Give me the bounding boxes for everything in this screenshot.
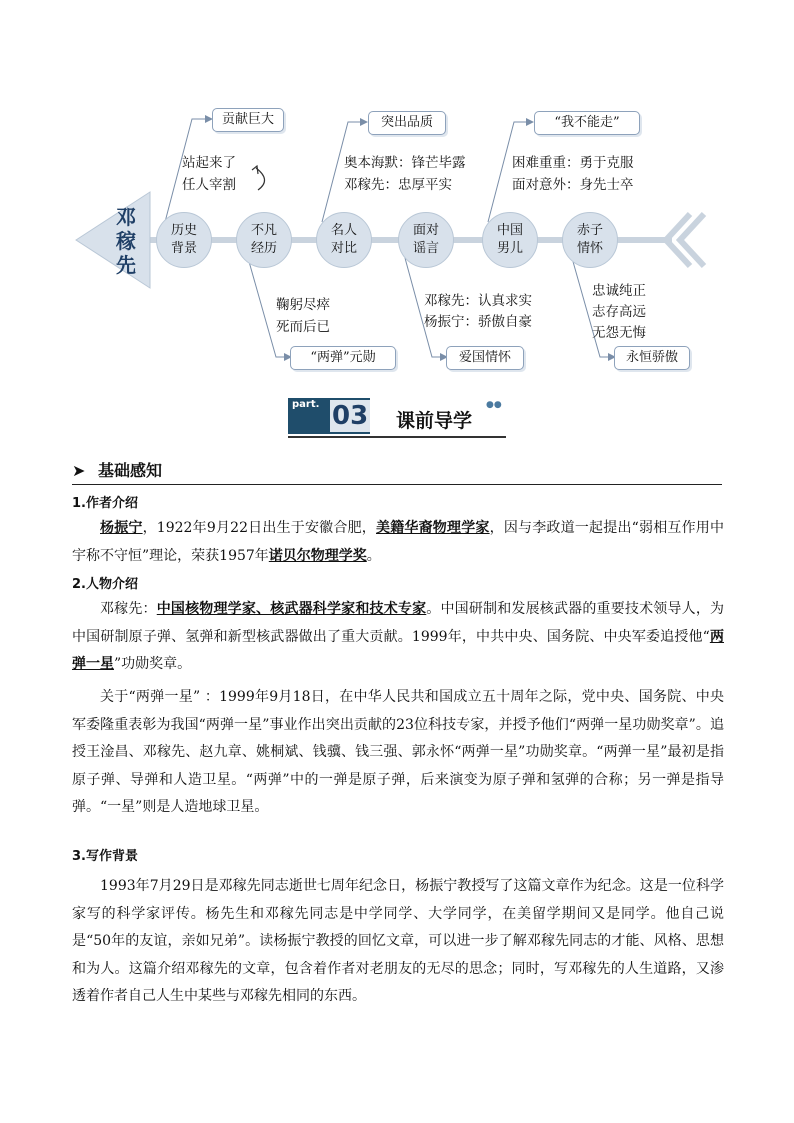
node-line: 谣言 [412,241,439,256]
text-run: ”功勋奖章。 [114,656,192,672]
node-chinese-man [482,212,538,268]
note-text: 邓稼先：忠厚平实 [344,177,452,193]
tag-outstanding-quality: 突出品质 [368,111,446,135]
node-line: 情怀 [576,241,603,256]
text-run: ，1922年9月22日出生于安徽合肥， [142,520,376,536]
section-title: 基础感知 [98,461,163,480]
node-history-background [156,212,212,268]
tag-contribution: 贡献巨大 [212,108,284,132]
note-text: 面对意外：身先士卒 [512,177,634,193]
paragraph-person [72,596,724,679]
note-text: 任人宰割 [182,177,236,193]
underlined-term: 中国核物理学家、核武器科学家和技术专家 [156,601,427,617]
paragraph-two-bombs-one-satellite: 关于“两弹一星” ：1999年9月18日，在中华人民共和国成立五十周年之际，党中央、国务院、中央军委隆重表彰为我国“两弹一星”事业作出突出贡献的23位科技专家，并授予他们“两弹一星功勋奖章”。追授王淦昌、邓稼先、赵九章、姚桐斌、钱骥、钱三强、郭永怀“两弹一星”功勋奖章。“两弹一星”最初是指原子弹、导弹和人造卫星。“两弹”中的一弹是原子弹，后来演变为原子弹和氢弹的合称；另一弹是指导弹。“一星”则是人造地球卫星。 [72,689,724,815]
node-line: 对比 [330,241,357,256]
tag-two-bombs-hero: “两弹”元勋 [290,346,396,370]
tag-eternal-pride: 永恒骄傲 [614,346,690,370]
note-text: 奥本海默：锋芒毕露 [344,155,466,171]
arrow-bullet-icon: ➤ [72,461,86,480]
note-text: 鞠躬尽瘁 [276,297,330,313]
fish-head-label: 邓稼先 [116,205,136,277]
note-text: 忠诚纯正 [592,283,646,299]
note-text: 站起来了 [182,155,236,171]
subheading-person: 2.人物介绍 [72,577,138,592]
part-word: part. [292,399,320,410]
part-title: 课前导学 [396,410,473,432]
underlined-term: 杨振宁 [100,520,143,536]
underlined-term: 美籍华裔物理学家 [376,520,490,536]
paragraph-author [72,515,724,570]
node-line: 不凡 [250,223,277,238]
note-text: 无怨无悔 [592,325,646,341]
section-heading [72,458,722,485]
tag-i-cannot-leave: “我不能走” [534,111,640,135]
subheading-background: 3.写作背景 [72,849,138,864]
node-extraordinary-experience [236,212,292,268]
underlined-term: 两弹一星 [72,628,724,672]
node-line: 赤子 [576,223,603,238]
text-run: 。中国研制和发展核武器的重要技术领导人，为中国研制原子弹、氢弹和新型核武器做出了重大贡献。1999年，中共中央、国务院、中央军委追授他“ [72,601,725,645]
decoration-dots-icon: ●● [486,400,502,410]
note-text: 死而后已 [276,319,330,335]
node-celebrity-comparison [316,212,372,268]
node-line: 历史 [170,223,197,238]
node-line: 面对 [412,223,439,238]
node-line: 名人 [330,223,357,238]
node-line: 背景 [170,241,197,256]
text-run: ，因与李政道一起提出“弱相互作用中宇称不守恒”理论，荣获1957年 [72,520,725,564]
text-run: 邓稼先： [100,601,157,617]
paragraph-background: 1993年7月29日是邓稼先同志逝世七周年纪念日，杨振宁教授写了这篇文章作为纪念。这是一位科学家写的科学家评传。杨先生和邓稼先同志是中学同学、大学同学，在美留学期间又是同学。他自己说是“50年的友谊，亲如兄弟”。读杨振宁教授的回忆文章，可以进一步了解邓稼先同志的才能、风格、思想和为人。这篇介绍邓稼先的文章，包含着作者对老朋友的无尽的思念；同时，写邓稼先的人生道路，又渗透着作者自己人生中某些与邓稼先相同的东西。 [72,878,724,1004]
note-text: 困难重重：勇于克服 [512,155,634,171]
part-banner [288,396,506,438]
tag-patriotism: 爱国情怀 [446,346,524,370]
part-number: 03 [332,401,369,431]
subheading-author: 1.作者介绍 [72,496,138,511]
note-text: 杨振宁：骄傲自豪 [424,314,532,330]
fishbone-diagram [0,0,794,380]
node-line: 男儿 [496,241,523,256]
underlined-term: 诺贝尔物理学奖 [268,547,367,564]
note-text: 志存高远 [592,304,646,320]
node-line: 中国 [496,223,523,238]
node-facing-rumors [398,212,454,268]
node-patriotic-heart [562,212,618,268]
note-text: 邓稼先：认真求实 [424,293,532,309]
text-run: 。 [366,547,381,564]
node-line: 经历 [250,241,277,256]
